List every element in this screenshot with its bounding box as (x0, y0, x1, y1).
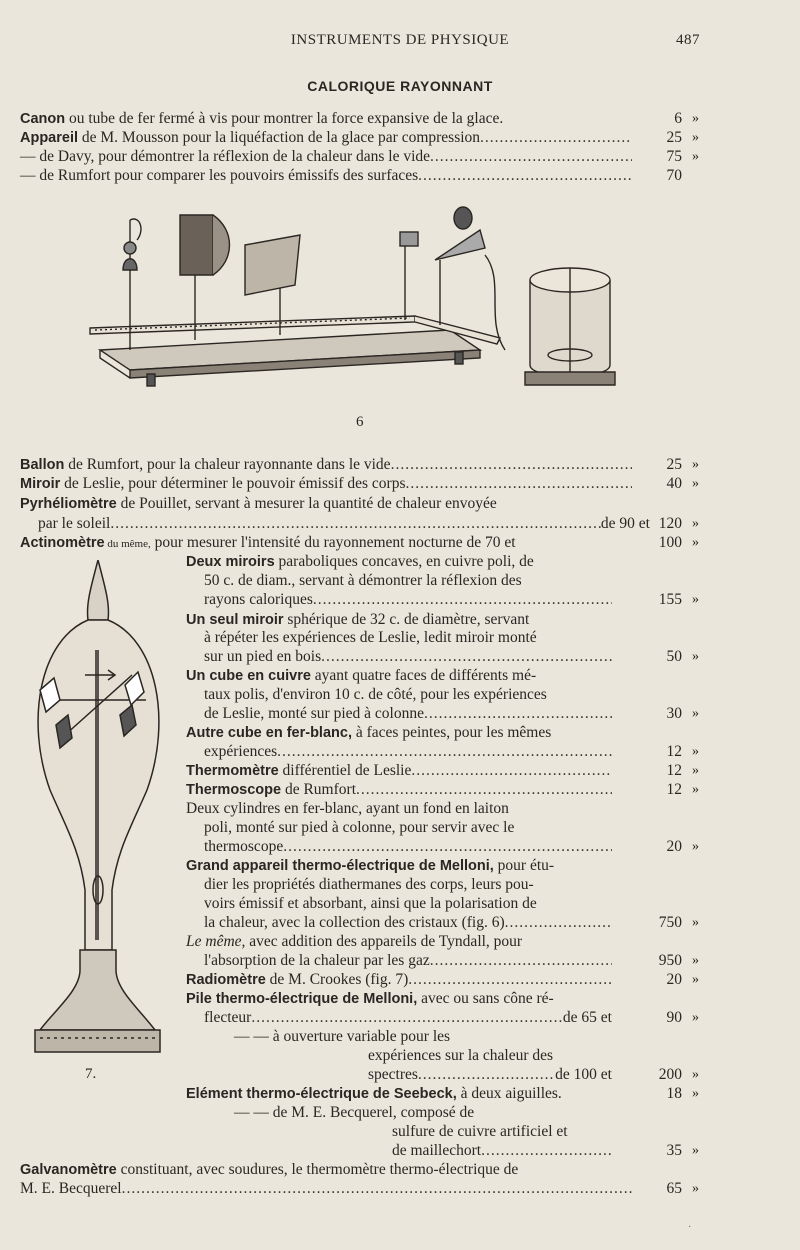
item-description: l'absorption de la chaleur par les gaz (204, 952, 430, 969)
catalog-line (186, 780, 612, 800)
catalog-line-text (20, 1179, 122, 1199)
currency-mark: » (692, 535, 699, 550)
item-name: Thermomètre (186, 763, 279, 779)
item-description: de maillechort (392, 1142, 482, 1159)
catalog-line (186, 761, 612, 781)
item-description: — — de M. E. Becquerel, composé de (234, 1104, 475, 1121)
dot-leader (411, 761, 612, 781)
item-name: Autre cube en fer-blanc, (186, 725, 352, 741)
price: 6 (674, 110, 682, 127)
item-description: flecteur (204, 1009, 252, 1026)
section-title: CALORIQUE RAYONNANT (307, 78, 493, 94)
catalog-line (204, 571, 612, 591)
catalog-line-text (204, 742, 277, 762)
catalog-line-text (186, 933, 522, 950)
price: 12 (666, 762, 682, 779)
catalog-line-text (234, 1028, 450, 1045)
catalog-line (204, 685, 612, 705)
dot-leader (424, 704, 612, 724)
figure-6-caption: 6 (356, 414, 364, 430)
dot-leader (321, 647, 612, 667)
catalog-line (204, 951, 612, 971)
catalog-line (368, 1046, 612, 1066)
dot-leader (277, 742, 612, 762)
item-description: voirs émissif et absorbant, ainsi que la polarisation de (204, 895, 537, 912)
catalog-line-text (204, 913, 505, 933)
catalog-line-text (204, 837, 283, 857)
price: 200 (658, 1066, 682, 1083)
figure-6-melloni-apparatus-illustration (85, 200, 645, 415)
catalog-line (186, 723, 612, 743)
catalog-line (204, 704, 612, 724)
item-name: Canon (20, 111, 66, 127)
figure-7-caption: 7. (85, 1066, 97, 1082)
dot-leader (391, 455, 632, 475)
price: 75 (666, 148, 682, 165)
catalog-line-text (186, 667, 536, 684)
figure-7-radiometer-illustration (20, 560, 180, 1070)
item-description: — de Davy, pour démontrer la réflexion de la chaleur dans le vide (20, 148, 431, 165)
price: 155 (658, 591, 682, 608)
dot-leader (505, 913, 612, 933)
price: 25 (666, 456, 682, 473)
catalog-line-text (186, 970, 408, 990)
price: 12 (666, 743, 682, 760)
price: 90 (666, 1009, 682, 1026)
price: 750 (658, 914, 682, 931)
dot-leader (480, 128, 632, 148)
price: 30 (666, 705, 682, 722)
catalog-line-text (204, 647, 321, 667)
catalog-line (186, 799, 612, 819)
dot-leader (313, 590, 612, 610)
currency-mark: » (692, 706, 699, 721)
item-name: Radiomètre (186, 972, 266, 988)
item-description: différentiel de Leslie (278, 762, 412, 779)
catalog-line (186, 1084, 612, 1104)
price: 12 (666, 781, 682, 798)
item-description: thermoscope (204, 838, 284, 855)
item-description: par le soleil (38, 515, 111, 532)
currency-mark: » (692, 1143, 699, 1158)
item-description: Deux cylindres en fer-blanc, ayant un fond en laiton (186, 800, 509, 817)
currency-mark: » (692, 111, 699, 126)
catalog-line (234, 1027, 612, 1047)
item-description: constituant, avec soudures, le thermomètre thermo-électrique de (116, 1161, 519, 1178)
item-description: ou tube de fer fermé à vis pour montrer la force expansive de la glace. (65, 110, 504, 127)
catalog-line-text (204, 1008, 251, 1028)
item-description: sur un pied en bois (204, 648, 322, 665)
catalog-line-text (20, 474, 406, 494)
item-description: 50 c. de diam., servant à démontrer la réflexion des (204, 572, 522, 589)
currency-mark: » (692, 1181, 699, 1196)
dot-leader (408, 970, 612, 990)
catalog-line (186, 552, 612, 572)
catalog-line-text (204, 572, 522, 589)
currency-mark: » (692, 839, 699, 854)
currency-mark: » (692, 782, 699, 797)
catalog-line (204, 894, 612, 914)
catalog-line (186, 932, 612, 952)
price: 40 (666, 475, 682, 492)
currency-mark: » (692, 1010, 699, 1025)
catalog-line-text (186, 611, 529, 628)
item-description: pour étu- (493, 857, 555, 874)
catalog-line-text (20, 495, 497, 512)
price: 25 (666, 129, 682, 146)
item-description: expériences sur la chaleur des (368, 1047, 554, 1064)
catalog-line-text (20, 128, 480, 148)
item-name: Elément thermo-électrique de Seebeck, (186, 1086, 457, 1102)
catalog-line (368, 1065, 612, 1085)
catalog-line-text (234, 1104, 474, 1121)
item-name: Appareil (20, 130, 79, 146)
price: 20 (666, 838, 682, 855)
currency-mark: » (692, 1067, 699, 1082)
catalog-line (20, 128, 632, 148)
catalog-line-text (392, 1141, 481, 1161)
dot-leader (356, 780, 612, 800)
currency-mark: » (692, 1086, 699, 1101)
dot-leader (122, 1179, 632, 1199)
catalog-line-text (368, 1047, 553, 1064)
price: 18 (666, 1085, 682, 1102)
catalog-line (204, 837, 612, 857)
catalog-line-text (204, 686, 547, 703)
catalog-line (204, 628, 612, 648)
item-description: spectres (368, 1066, 418, 1083)
item-description: à répéter les expériences de Leslie, ledit miroir monté (204, 629, 537, 646)
catalog-line-text (20, 166, 418, 186)
catalog-line-text (38, 514, 110, 534)
catalog-line (234, 1103, 612, 1123)
item-description: — — à ouverture variable pour les (234, 1028, 451, 1045)
item-description: rayons caloriques (204, 591, 313, 608)
price-range-prefix: de 90 et (600, 515, 650, 532)
item-name: Pile thermo-électrique de Melloni, (186, 991, 418, 1007)
page-number: 487 (676, 32, 700, 48)
currency-mark: » (692, 516, 699, 531)
catalog-line-text (186, 761, 411, 781)
currency-mark: » (692, 592, 699, 607)
catalog-line-text (20, 1161, 518, 1178)
currency-mark: » (692, 763, 699, 778)
catalog-line-text (204, 590, 313, 610)
catalog-line-text (186, 990, 554, 1007)
item-name: Pyrhéliomètre (20, 496, 117, 512)
catalog-line-text (186, 857, 554, 874)
item-description: de M. Crookes (fig. 7) (265, 971, 409, 988)
catalog-line (20, 474, 632, 494)
catalog-line-text (204, 704, 424, 724)
price-range-prefix: de 65 et (562, 1009, 612, 1026)
catalog-line-text (186, 780, 356, 800)
price: 50 (666, 648, 682, 665)
currency-mark: » (692, 149, 699, 164)
item-description: M. E. Becquerel (20, 1180, 122, 1197)
catalog-line (20, 147, 632, 167)
currency-mark: » (692, 972, 699, 987)
catalog-line (204, 818, 612, 838)
currency-mark: » (692, 649, 699, 664)
item-description: avec addition des appareils de Tyndall, pour (245, 933, 523, 950)
price: 65 (666, 1180, 682, 1197)
catalog-line (186, 989, 612, 1009)
item-description: la chaleur, avec la collection des cristaux (fig. 6) (204, 914, 505, 931)
item-description: dier les propriétés diathermanes des corps, leurs pou- (204, 876, 534, 893)
catalog-line-text (368, 1065, 418, 1085)
currency-mark: » (692, 457, 699, 472)
catalog-line-text (204, 819, 514, 836)
catalog-line (38, 514, 650, 534)
currency-mark: » (692, 915, 699, 930)
catalog-line (186, 970, 612, 990)
price: 100 (658, 534, 682, 551)
item-note: du même, (104, 538, 151, 550)
price: 35 (666, 1142, 682, 1159)
catalog-line (186, 610, 612, 630)
catalog-line (392, 1141, 612, 1161)
item-description: sulfure de cuivre artificiel et (392, 1123, 568, 1140)
catalog-line-text (20, 534, 516, 551)
price: 120 (658, 515, 682, 532)
item-description: de Rumfort, pour la chaleur rayonnante dans le vide (64, 456, 391, 473)
price-range-prefix: de 100 et (555, 1066, 612, 1083)
price: 20 (666, 971, 682, 988)
catalog-line-text (204, 895, 537, 912)
item-description: ayant quatre faces de différents mé- (310, 667, 537, 684)
item-name: Thermoscope (186, 782, 282, 798)
dot-leader (283, 837, 612, 857)
catalog-line-text (186, 1085, 562, 1102)
currency-mark: » (692, 953, 699, 968)
catalog-line (204, 742, 612, 762)
item-name: Un cube en cuivre (186, 668, 311, 684)
item-description: à faces peintes, pour les mêmes (351, 724, 552, 741)
printer-mark: · (688, 1222, 692, 1233)
dot-leader (418, 1065, 555, 1085)
dot-leader (406, 474, 633, 494)
price: 70 (666, 167, 682, 184)
catalog-line (20, 1179, 632, 1199)
item-description: à deux aiguilles. (456, 1085, 562, 1102)
catalog-line-text (20, 455, 391, 475)
item-description: de Leslie, monté sur pied à colonne (204, 705, 424, 722)
item-description: de Rumfort (281, 781, 356, 798)
catalog-line (186, 856, 612, 876)
catalog-line (20, 455, 632, 475)
catalog-line-text (204, 876, 534, 893)
item-description: pour mesurer l'intensité du rayonnement nocturne de 70 et (150, 534, 516, 551)
catalog-line (20, 494, 632, 514)
dot-leader (430, 147, 632, 167)
item-description: — de Rumfort pour comparer les pouvoirs émissifs des surfaces (20, 167, 419, 184)
catalog-line-text (186, 800, 509, 817)
catalog-line (20, 109, 632, 129)
item-description: de M. Mousson pour la liquéfaction de la glace par compression (78, 129, 481, 146)
catalog-line (20, 1160, 632, 1180)
dot-leader (481, 1141, 612, 1161)
item-description: de Leslie, pour déterminer le pouvoir émissif des corps (60, 475, 406, 492)
currency-mark: » (692, 744, 699, 759)
item-name: Miroir (20, 476, 61, 492)
dot-leader (110, 514, 601, 534)
catalog-line (204, 647, 612, 667)
catalog-line-text (20, 110, 503, 127)
dot-leader (418, 166, 632, 186)
currency-mark: » (692, 476, 699, 491)
catalog-line-text (204, 951, 430, 971)
price: 950 (658, 952, 682, 969)
catalog-line-text (186, 724, 551, 741)
item-name: Grand appareil thermo-électrique de Melloni, (186, 858, 494, 874)
catalog-line (20, 166, 632, 186)
catalog-line (204, 1008, 612, 1028)
item-italic: Le même, (186, 933, 246, 950)
catalog-line (204, 875, 612, 895)
item-description: paraboliques concaves, en cuivre poli, de (274, 553, 534, 570)
item-name: Actinomètre (20, 535, 105, 551)
item-name: Un seul miroir (186, 612, 284, 628)
currency-mark: » (692, 130, 699, 145)
dot-leader (430, 951, 612, 971)
item-description: poli, monté sur pied à colonne, pour servir avec le (204, 819, 515, 836)
catalog-line (392, 1122, 612, 1142)
item-description: sphérique de 32 c. de diamètre, servant (283, 611, 530, 628)
catalog-line (204, 590, 612, 610)
running-head-title: INSTRUMENTS DE PHYSIQUE (290, 32, 510, 48)
dot-leader (251, 1008, 563, 1028)
item-name: Galvanomètre (20, 1162, 117, 1178)
catalog-line-text (186, 553, 534, 570)
catalog-line-text (204, 629, 537, 646)
catalog-line (204, 913, 612, 933)
catalog-line (186, 666, 612, 686)
item-name: Ballon (20, 457, 65, 473)
item-description: taux polis, d'environ 10 c. de côté, pour les expériences (204, 686, 547, 703)
item-description: avec ou sans cône ré- (417, 990, 554, 1007)
item-name: Deux miroirs (186, 554, 275, 570)
item-description: de Pouillet, servant à mesurer la quantité de chaleur envoyée (116, 495, 497, 512)
catalog-line (20, 533, 632, 553)
catalog-line-text (392, 1123, 568, 1140)
catalog-line-text (20, 147, 430, 167)
item-description: expériences (204, 743, 278, 760)
